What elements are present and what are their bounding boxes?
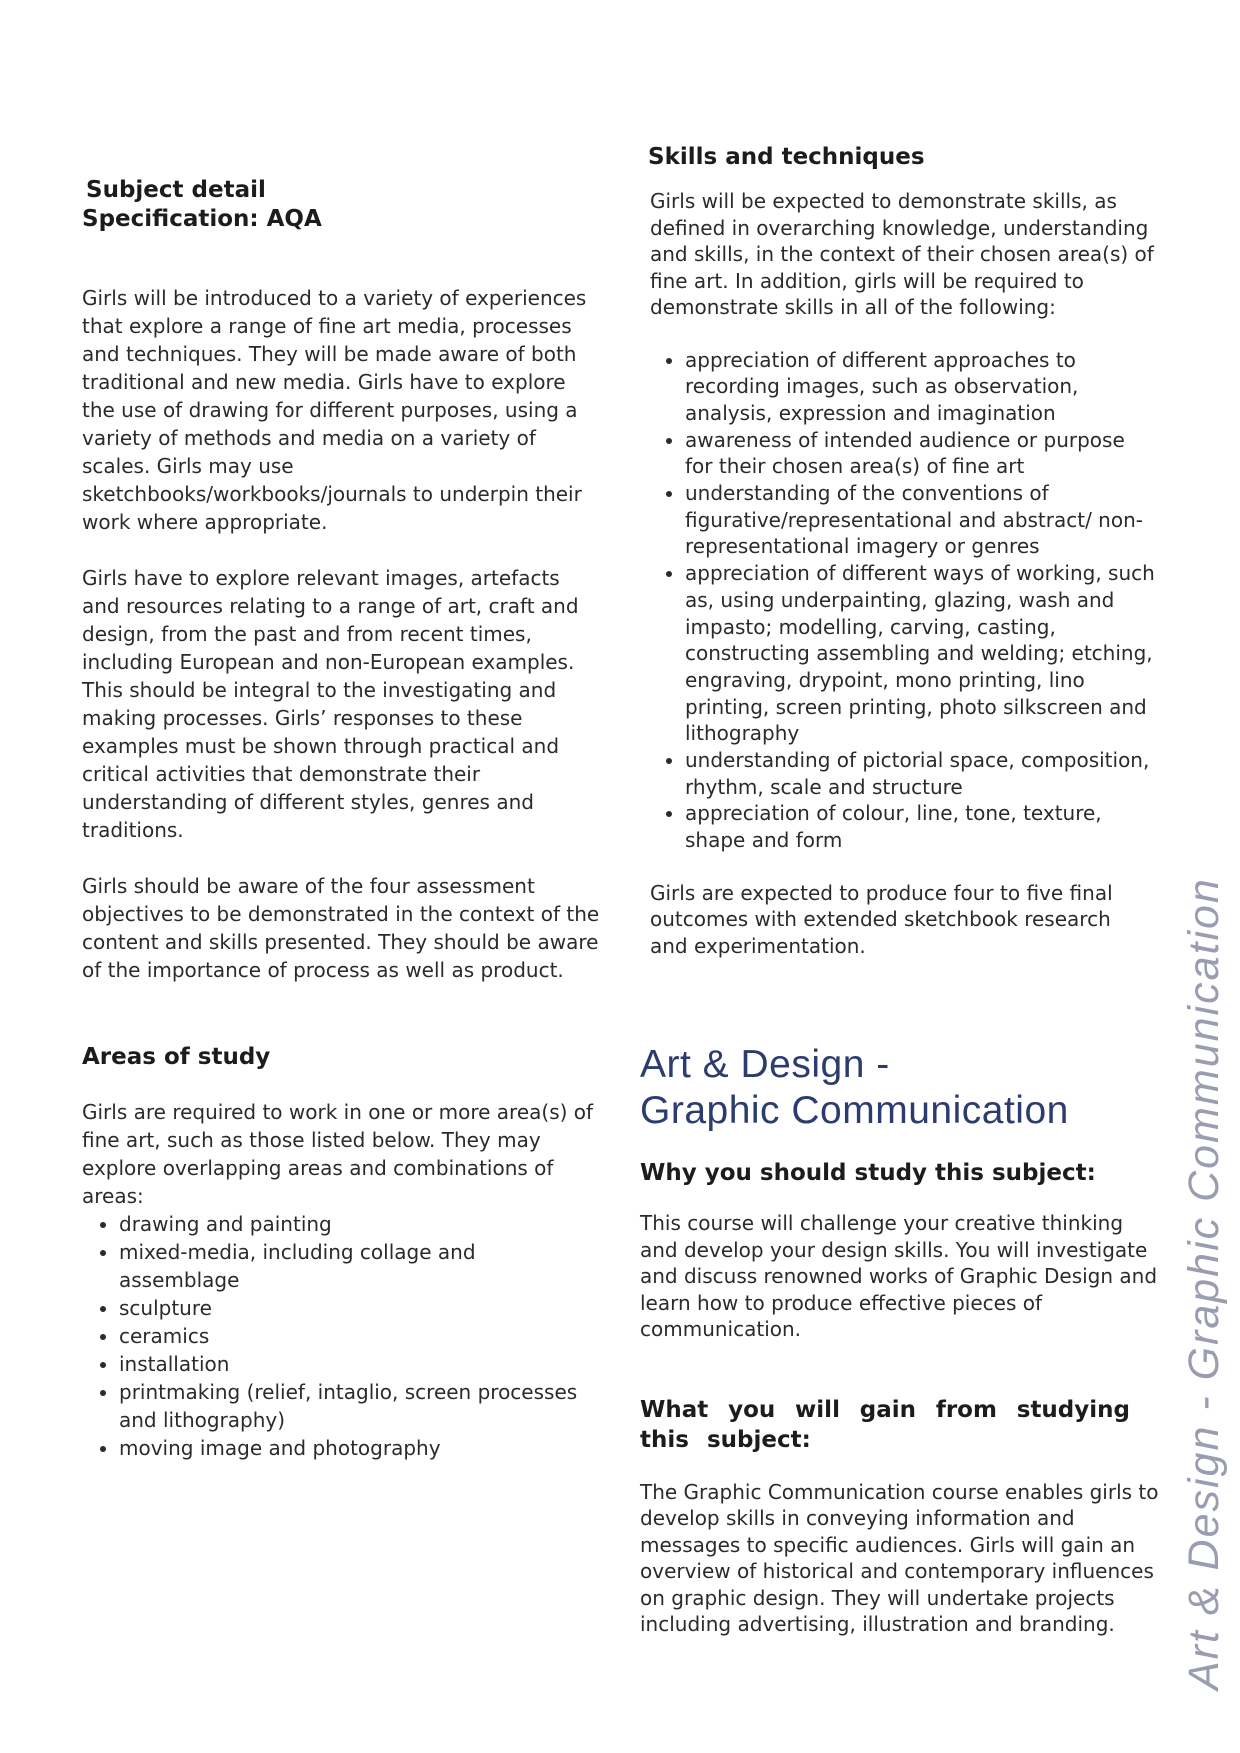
outcomes-paragraph: Girls are expected to produce four to five final outcomes with extended sketchbook research and experimentation. — [650, 880, 1113, 958]
list-item: • mixed-media, including collage and assemblage — [119, 1238, 602, 1294]
side-label: Art & Design - Graphic Communication — [1180, 877, 1228, 1690]
list-item: • appreciation of colour, line, tone, texture, shape and form — [685, 800, 1158, 853]
list-item: • understanding of the conventions of figurative/representational and abstract/ non-representational imagery or genres — [685, 480, 1158, 560]
areas-heading: Areas of study — [82, 1044, 271, 1070]
images-paragraph: Girls have to explore relevant images, artefacts and resources relating to a range of art, craft and design, from the past and from recent times, including European and non-European examples. This should be integral to the investigating and making processes. Girls’ responses to these examples must be shown through practical and critical activities that demonstrate their understanding of different styles, genres and traditions. — [82, 566, 579, 842]
assessment-paragraph: Girls should be aware of the four assessment objectives to be demonstrated in the context of the content and skills presented. They should be aware of the importance of process as well as product. — [82, 874, 600, 982]
intro-paragraph: Girls will be introduced to a variety of experiences that explore a range of fine art media, processes and techniques. They will be made aware of both traditional and new media. Girls have to explore the use of drawing for different purposes, using a variety of methods and media on a variety of scales. Girls may use sketchbooks/workbooks/journals to underpin their work where appropriate. — [82, 286, 587, 534]
list-item: • installation — [119, 1350, 602, 1378]
list-item: • understanding of pictorial space, composition, rhythm, scale and structure — [685, 747, 1158, 800]
skills-section — [648, 142, 1158, 959]
list-item: • appreciation of different approaches to recording images, such as observation, analysis, expression and imagination — [685, 347, 1158, 427]
graphic-communication-section — [640, 1042, 1160, 1638]
areas-intro: Girls are required to work in one or more area(s) of fine art, such as those listed below. They may explore overlapping areas and combinations of areas: — [82, 1100, 594, 1208]
skills-list — [648, 347, 1158, 854]
list-item: • drawing and painting — [119, 1210, 602, 1238]
left-column — [82, 176, 602, 234]
page-title — [640, 1042, 1160, 1134]
gain-heading: What you will gain from studying this subject: — [640, 1396, 1130, 1453]
list-item: • moving image and photography — [119, 1434, 602, 1462]
why-paragraph: This course will challenge your creative thinking and develop your design skills. You will investigate and discuss renowned works of Graphic Design and learn how to produce effective pieces of communication. — [640, 1211, 1158, 1341]
gain-paragraph: The Graphic Communication course enables girls to develop skills in conveying information and messages to specific audiences. Girls will gain an overview of historical and contemporary influences on graphic design. They will undertake projects including advertising, illustration and branding. — [640, 1479, 1159, 1636]
title-line-2: Graphic Communication — [640, 1089, 1069, 1132]
specification-heading: Specification: AQA — [82, 206, 322, 232]
list-item: • printmaking (relief, intaglio, screen processes and lithography) — [119, 1378, 602, 1434]
list-item: • appreciation of different ways of working, such as, using underpainting, glazing, wash and impasto; modelling, carving, casting, constructing assembling and welding; etching, engraving, drypoint, mono printing, lino printing, screen printing, photo silkscreen and lithography — [685, 560, 1158, 747]
left-body — [82, 284, 602, 984]
areas-section — [82, 1042, 602, 1462]
why-heading: Why you should study this subject: — [640, 1160, 1096, 1186]
subject-detail-heading: Subject detail — [86, 177, 266, 203]
list-item: • awareness of intended audience or purpose for their chosen area(s) of fine art — [685, 427, 1158, 480]
skills-intro: Girls will be expected to demonstrate skills, as defined in overarching knowledge, understanding and skills, in the context of their chosen area(s) of fine art. In addition, girls will be required to demonstrate skills in all of the following: — [650, 189, 1154, 319]
skills-heading: Skills and techniques — [648, 144, 925, 170]
title-line-1: Art & Design - — [640, 1043, 890, 1086]
list-item: • sculpture — [119, 1294, 602, 1322]
list-item: • ceramics — [119, 1322, 602, 1350]
areas-list — [82, 1210, 602, 1462]
